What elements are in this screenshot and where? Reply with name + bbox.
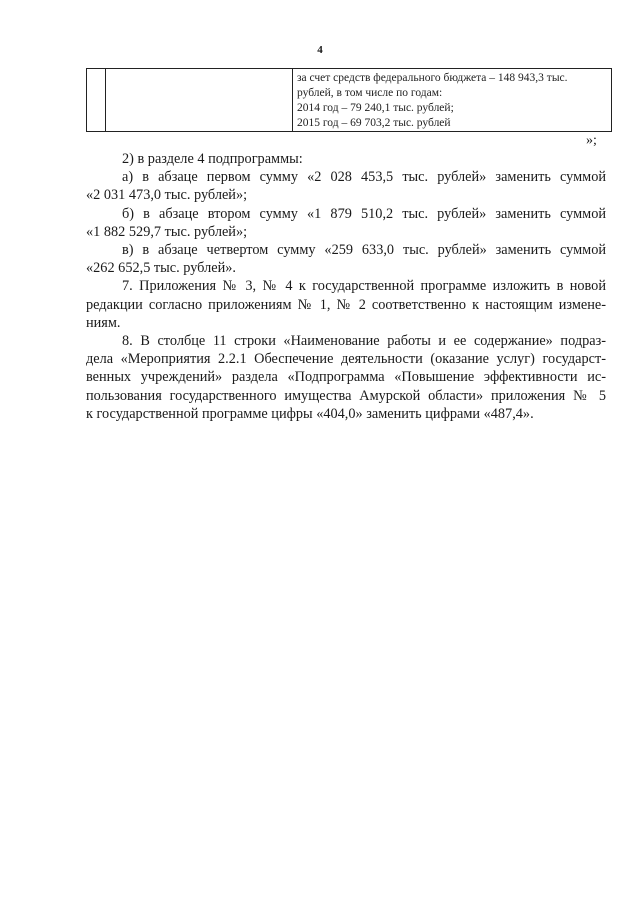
paragraph-8 xyxy=(86,332,606,423)
text-line: пользования государственного имущества Амурской области» приложения № 5 xyxy=(86,387,606,404)
page-number: 4 xyxy=(317,44,323,56)
closing-quote: »; xyxy=(586,133,597,148)
paragraph-section-4: 2) в разделе 4 подпрограммы: xyxy=(122,151,303,167)
text-line: дела «Мероприятия 2.2.1 Обеспечение деятельности (оказание услуг) государст- xyxy=(86,351,606,368)
document-body xyxy=(86,150,606,423)
paragraph-a xyxy=(86,168,606,204)
table-cell-text xyxy=(293,69,612,132)
table-line: за счет средств федерального бюджета – 148 943,3 тыс. xyxy=(297,72,568,84)
text-line: 8. В столбце 11 строки «Наименование работы и ее содержание» подраз- xyxy=(122,333,606,350)
table-fragment xyxy=(86,68,612,132)
text-line: «1 882 529,7 тыс. рублей»; xyxy=(86,223,248,240)
paragraph-b xyxy=(86,205,606,241)
text-line: к государственной программе цифры «404,0» заменить цифрами «487,4». xyxy=(86,405,534,422)
text-line: в) в абзаце четвертом сумму «259 633,0 тыс. рублей» заменить суммой xyxy=(122,242,606,259)
text-line: «2 031 473,0 тыс. рублей»; xyxy=(86,187,248,204)
table-line: рублей, в том числе по годам: xyxy=(297,87,443,99)
text-line: венных учреждений» раздела «Подпрограмма «Повышение эффективности ис- xyxy=(86,369,606,386)
paragraph-7 xyxy=(86,277,606,332)
text-line: а) в абзаце первом сумму «2 028 453,5 тыс. рублей» заменить суммой xyxy=(122,169,606,186)
text-line: б) в абзаце втором сумму «1 879 510,2 тыс. рублей» заменить суммой xyxy=(122,205,606,222)
text-line: ниям. xyxy=(86,314,121,331)
table-line: 2014 год – 79 240,1 тыс. рублей; xyxy=(297,102,454,114)
text-line: редакции согласно приложениям № 1, № 2 соответственно к настоящим измене- xyxy=(86,296,606,313)
table-cell-name xyxy=(106,69,293,132)
text-line: 7. Приложения № 3, № 4 к государственной программе изложить в новой xyxy=(122,278,606,295)
text-line: «262 652,5 тыс. рублей». xyxy=(86,260,236,277)
table-row xyxy=(87,69,612,132)
table-line: 2015 год – 69 703,2 тыс. рублей xyxy=(297,117,451,129)
table-cell-number xyxy=(87,69,106,132)
paragraph-v xyxy=(86,241,606,277)
